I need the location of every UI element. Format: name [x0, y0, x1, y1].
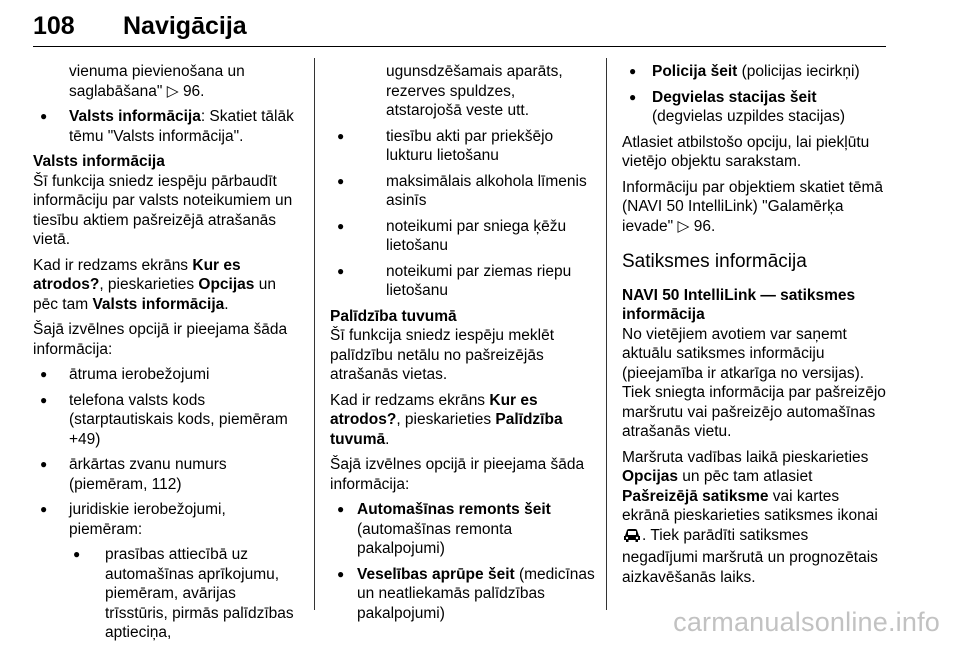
list-item: ● ārkārtas zvanu numurs (piemēram, 112): [33, 455, 301, 494]
list-item: [330, 565, 595, 624]
paragraph: Atlasiet atbilstošo opciju, lai piekļūtu vietējo objektu sarakstam.: [622, 133, 870, 170]
options-list-cont: [622, 62, 888, 127]
ui-term: Kur es atrodos?: [330, 391, 538, 428]
ui-term: Valsts informācija: [92, 295, 225, 313]
list-item-text: noteikumi par ziemas riepu lietošanu: [386, 262, 572, 299]
ui-term: Kur es atrodos?: [33, 256, 241, 293]
list-item: ● telefona valsts kods (starptautiskais kods, piemēram +49): [33, 391, 301, 450]
paragraph: Informāciju par objektiem skatiet tēmā (NAVI 50 IntelliLink) "Galamērķa ievade" ▷ 96.: [622, 178, 884, 235]
continued-sub-item: ugunsdzēšamais aparāts, rezerves spuldzes, atstarojošā veste utt.: [386, 63, 563, 119]
sub-list-item: ● prasības attiecībā uz automašīnas aprīkojumu, piemēram, avārijas trīsstūris, pirmās palīdzības aptieciņa,: [33, 545, 301, 643]
option-text: (automašīnas remonta pakalpojumi): [357, 520, 513, 557]
info-list: [33, 365, 301, 643]
rules-list: [330, 127, 595, 301]
watermark: carmanualsonline.info: [673, 607, 940, 637]
heading-satiksmes: Satiksmes informācija: [622, 251, 807, 272]
list-item: [330, 127, 595, 166]
list-item: [330, 217, 595, 256]
continued-bullet: vienuma pievienošana un saglabāšana" ▷ 96.: [69, 63, 245, 100]
header-divider: [33, 46, 886, 47]
bullet-list-top: [33, 107, 301, 146]
text: un pēc tam atlasiet: [678, 468, 813, 485]
paragraph: [330, 391, 595, 450]
list-item: [622, 88, 888, 127]
list-item: [330, 262, 595, 301]
page-header: [33, 12, 886, 46]
paragraph: [33, 256, 301, 315]
list-item: [330, 500, 595, 559]
column-1: [33, 62, 301, 649]
option-label: Policija šeit: [652, 63, 738, 80]
ui-term: Pašreizējā satiksme: [622, 487, 769, 505]
text: vai kartes ekrānā pieskarieties satiksmes ikonai: [622, 487, 878, 524]
section-title: Navigācija: [123, 12, 247, 40]
list-item-text: noteikumi par sniega ķēžu lietošanu: [386, 217, 567, 254]
heading-valsts: Valsts informācija: [33, 153, 165, 170]
option-label: Automašīnas remonts šeit: [357, 501, 551, 518]
subheading-navi50: NAVI 50 IntelliLink — satiksmes informācija: [622, 286, 856, 323]
list-item: [622, 62, 888, 82]
paragraph: No vietējiem avotiem var saņemt aktuālu satiksmes informāciju (pieejamība ir atkarīga no versijas). Tiek sniegta informācija par pašreizējo maršrutu vai pašreizējo automašīnas atrašanās vietu.: [622, 325, 886, 440]
text: un pēc tam: [33, 276, 276, 313]
option-label: Degvielas stacijas šeit: [652, 88, 817, 106]
list-item: ● ātruma ierobežojumi: [33, 365, 301, 385]
list-item: [330, 172, 595, 211]
list-item: ● juridiskie ierobežojumi, piemēram:: [33, 500, 301, 539]
list-item-label: Valsts informācija: [69, 108, 201, 125]
option-label: Veselības aprūpe šeit: [357, 565, 515, 583]
text: . Tiek parādīti satiksmes negadījumi maršrutā un prognozētais aizkavēšanās laiks.: [622, 526, 878, 586]
paragraph: [622, 448, 888, 588]
column-divider-1: [314, 58, 315, 610]
ui-term: Opcijas: [622, 468, 678, 485]
paragraph: Šajā izvēlnes opcijā ir pieejama šāda informācija:: [33, 321, 288, 358]
text: Maršruta vadības laikā pieskarieties: [622, 448, 869, 466]
option-text: (policijas iecirkņi): [737, 63, 860, 80]
traffic-car-icon: [622, 527, 642, 549]
option-text: (degvielas uzpildes stacijas): [652, 108, 845, 125]
option-text: (medicīnas un neatliekamās palīdzības pakalpojumi): [357, 565, 595, 622]
column-divider-2: [606, 58, 607, 610]
page-number: 108: [33, 12, 75, 40]
column-2: [330, 62, 595, 629]
list-item-text: : Skatiet tālāk tēmu "Valsts informācija".: [69, 108, 294, 145]
column-3: [622, 62, 888, 593]
heading-palidziba: Palīdzība tuvumā: [330, 307, 457, 325]
ui-term: Palīdzība tuvumā: [330, 411, 563, 448]
text: Kad ir redzams ekrāns: [330, 391, 490, 409]
paragraph: Šajā izvēlnes opcijā ir pieejama šāda informācija:: [330, 456, 585, 493]
list-item-text: maksimālais alkohola līmenis asinīs: [386, 172, 587, 209]
paragraph: Šī funkcija sniedz iespēju meklēt palīdzību netālu no pašreizējās atrašanās vietas.: [330, 327, 555, 383]
text: .: [224, 295, 229, 313]
text: , pieskarieties: [396, 411, 496, 428]
text: Kad ir redzams ekrāns: [33, 256, 193, 274]
text: , pieskarieties: [99, 276, 199, 293]
list-item-text: tiesību akti par priekšējo lukturu lietošanu: [386, 127, 554, 164]
options-list: [330, 500, 595, 623]
ui-term: Opcijas: [198, 276, 255, 293]
paragraph: Šī funkcija sniedz iespēju pārbaudīt informāciju par valsts noteikumiem un tiesību aktiem pašreizējā atrašanās vietā.: [33, 172, 293, 248]
text: .: [385, 430, 390, 448]
list-item: [33, 107, 301, 146]
